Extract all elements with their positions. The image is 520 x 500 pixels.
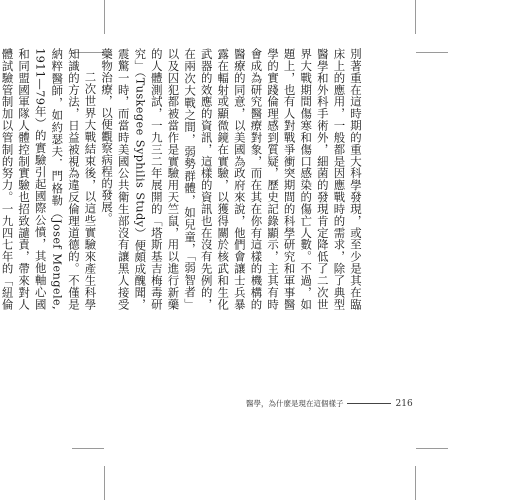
footer-rule bbox=[347, 403, 391, 404]
running-head: 醫學，為什麼是現在這個樣子 bbox=[246, 399, 344, 408]
page-number: 216 bbox=[395, 398, 413, 409]
crop-mark-top-left-vertical bbox=[104, 0, 105, 34]
crop-mark-bottom-right-vertical bbox=[415, 466, 416, 500]
body-paragraph-2: 二次世界大戰結束後，以這些實驗來產生科學知識的方法，日益被視為違反倫理道德的。不僅是納粹醫師，如約瑟夫．門格勒（Josef Mengele, 1911—79年）的實驗引起國際公憤，其他軸心國和同盟國軍隊人體控制實驗也招致譴責，帶來對人體試驗管制加以管制的努力。一九四七年的「紐倫 bbox=[0, 48, 98, 310]
crop-mark-top-right-horizontal bbox=[416, 52, 448, 53]
crop-mark-bottom-left-horizontal bbox=[72, 448, 104, 449]
vertical-text-body bbox=[0, 48, 364, 310]
crop-mark-top-right-vertical bbox=[415, 0, 416, 34]
crop-mark-bottom-left-vertical bbox=[104, 466, 105, 500]
body-paragraph-1: 別著重在這時期的重大科學發現，或至少是其在臨床上的應用，一般都是因應戰時的需求，除了典型醫學和外科手術外，細菌的發現肯定降低了二次世界大戰期間傷寒和傷口感染的傷亡人數。不過，如題上，也有人對戰爭衝突期間的科學研究和軍事醫學的實踐倫理感到質疑，歷史記錄顯示，主其有時會成為研究醫療對象，而在其在你有這樣的機構的醫療的同意，以美國為政府來說，他們會讓士兵暴露在輻射或顯微鏡在實驗，以獲得關於核武和生化武器的效應的資訊，這樣的資訊也在沒有先例的，在兩次大戰之間，弱勢群體，如兒童，「弱智者」以及囚犯都被當作是實驗用天竺鼠，用以進行新藥的人體測試，一九三二年展開的「塔斯基吉梅毒研究」（Tuskegee Syphilis Study）便頗成醜聞，震驚一時，而當時美國公共衛生部沒有讓黑人接受藥物治療，以便觀察病程的發展。 bbox=[100, 48, 363, 310]
crop-mark-bottom-right-horizontal bbox=[416, 448, 448, 449]
page-footer bbox=[246, 398, 413, 409]
